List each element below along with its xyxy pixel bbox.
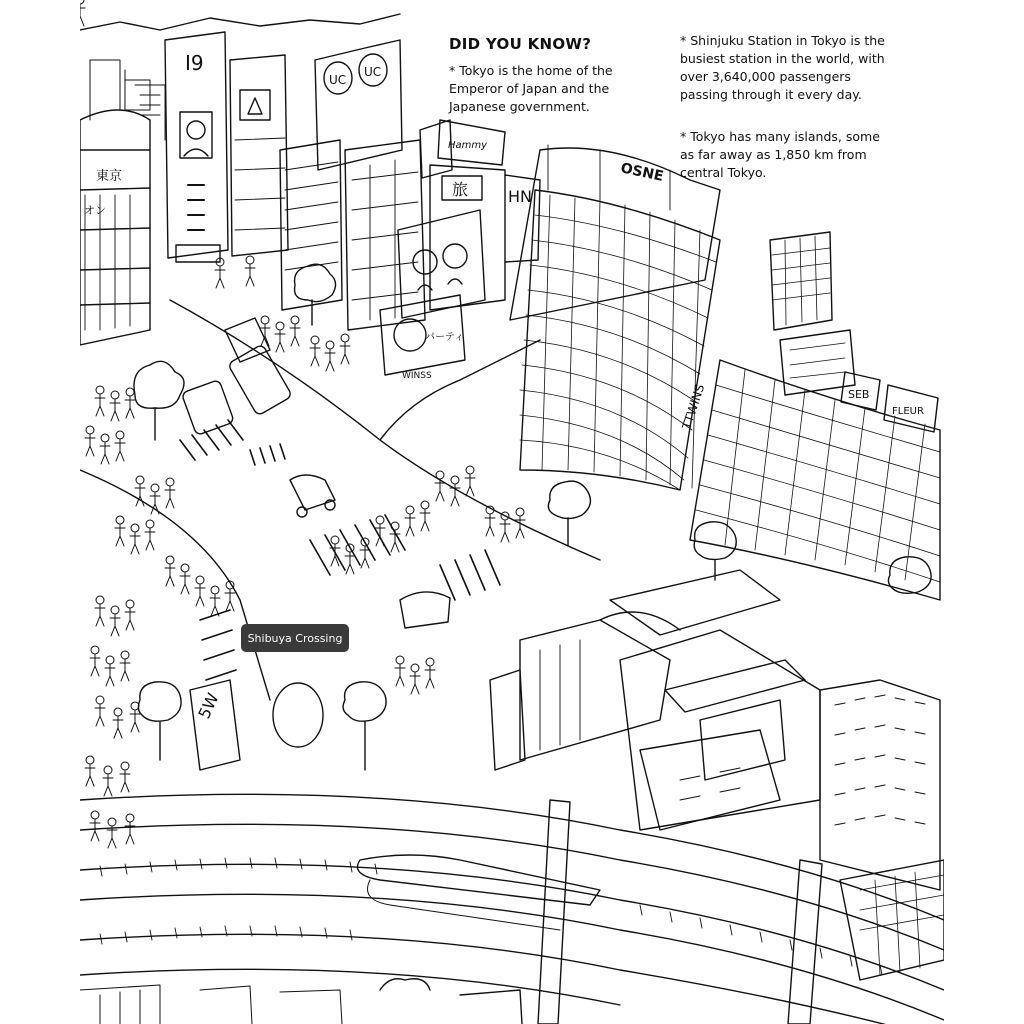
sign-5w: 5W	[194, 690, 223, 722]
sign-on: オン	[84, 204, 106, 217]
sign-uc-1: UC	[329, 73, 347, 87]
sign-osne: OSNE	[619, 160, 665, 185]
osne-tower	[510, 145, 720, 490]
trees	[134, 264, 931, 770]
fact-text: Tokyo is the home of the Emperor of Japan and the Japanese government.	[449, 63, 613, 114]
bullet-asterisk-icon: *	[680, 129, 687, 144]
page-margin-right	[944, 0, 1024, 1024]
mountain-silhouette	[80, 14, 400, 30]
sign-uc-2: UC	[364, 65, 382, 79]
fact-item	[449, 62, 659, 116]
sign-tabi-kanji: 旅	[452, 180, 469, 199]
fact-text: Shinjuku Station in Tokyo is the busiest station in the world, with over 3,640,000 passengers passing through it every day.	[680, 33, 885, 102]
shibuya-crossing-label: Shibuya Crossing	[241, 624, 349, 652]
sign-party: パーティ	[425, 332, 465, 343]
fact-item	[680, 32, 895, 104]
sign-hammy: Hammy	[448, 140, 488, 151]
sign-tokyo-kanji: 東京	[96, 169, 123, 184]
page-margin-left	[0, 0, 80, 1024]
lower-buildings	[190, 570, 940, 890]
sign-winss: WINSS	[402, 371, 432, 381]
bullet-asterisk-icon: *	[449, 63, 456, 78]
sign-fleur: FLEUR	[892, 406, 924, 417]
did-you-know-heading: DID YOU KNOW?	[449, 35, 592, 53]
crowds	[80, 0, 525, 848]
fact-text: Tokyo has many islands, some as far away as 1,850 km from central Tokyo.	[680, 129, 880, 180]
fact-item	[680, 128, 880, 182]
sign-i9: I9	[185, 51, 204, 75]
sign-hn: HN	[508, 187, 532, 206]
streets	[80, 300, 600, 747]
sign-seb: SEB	[848, 388, 870, 401]
bullet-asterisk-icon: *	[680, 33, 687, 48]
sign-ttwins: TTWINS	[679, 382, 708, 431]
railway	[80, 794, 944, 1024]
right-buildings	[690, 232, 940, 600]
